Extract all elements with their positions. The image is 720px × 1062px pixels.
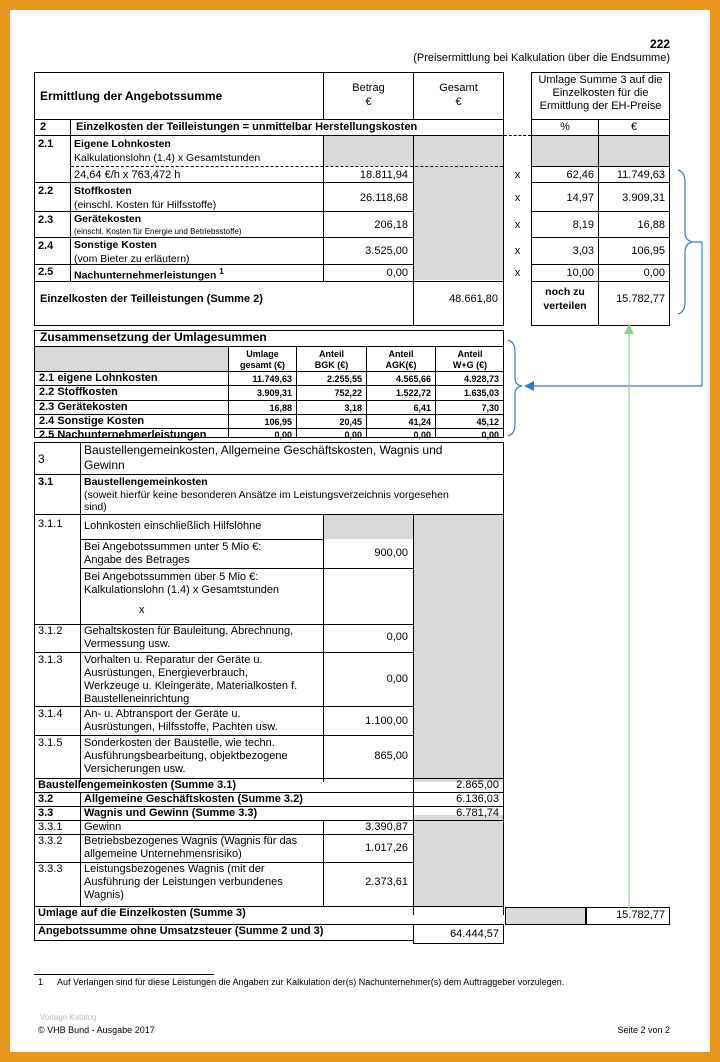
page-number: 222 [649,37,670,51]
table-title: Ermittlung der Angebotssumme [40,89,223,103]
left-brace [508,340,522,436]
sum3-label: Umlage auf die Einzelkosten (Summe 3) [38,907,246,919]
table-row: 2.5 Nachunternehmerleistungen [39,429,207,441]
blue-connector [532,242,702,386]
page-indicator: Seite 2 von 2 [617,1025,670,1035]
col-betrag: Betrag [352,82,385,94]
right-brace [678,170,692,314]
section-2-title: Einzelkosten der Teilleistungen = unmittelbar Herstellungskosten [76,121,418,133]
table-row: 2.4 Sonstige Kosten [39,415,145,427]
footnote-text: Auf Verlangen sind für diese Leistungen die Angaben zur Kalkulation der(s) Nachunternehmer(s) dem Auftraggeber vorzulegen. [57,977,565,987]
sum2-value: 48.661,80 [449,293,498,305]
copyright: © VHB Bund - Ausgabe 2017 [38,1025,155,1035]
total-value: 64.444,57 [450,928,499,940]
page-subtitle: (Preisermittlung bei Kalkulation über die Endsumme) [413,52,670,64]
umlage-table-title: Zusammensetzung der Umlagesummen [40,330,267,344]
green-arrow-head [624,324,634,334]
table-row: 2.2 Stoffkosten [39,386,118,398]
total-label: Angebotssumme ohne Umsatzsteuer (Summe 2 und 3) [38,925,324,937]
section-3-title: Baustellengemeinkosten, Allgemeine Geschäftskosten, Wagnis und [84,443,443,457]
footnote-number: 1 [38,977,44,987]
annotation-arrows [10,10,710,1052]
table-row: 2.1 eigene Lohnkosten [39,372,158,384]
watermark: Vorlage Katalog [40,1013,97,1022]
table-row: 2.3 Gerätekosten [39,401,128,413]
sum3-value: 15.782,77 [616,909,665,921]
col-gesamt: Gesamt [439,82,478,94]
document-page: 222 (Preisermittlung bei Kalkulation über die Endsumme) Ermittlung der Angebotssumme Betrag € Gesamt € Umlage Summe 3 auf die Einzelkosten für die Ermittlung der EH-Preise 2 Einzelkosten der Teilleistungen = unmittelbar Herstellungskosten % € 2.1 Eigene Lohnkosten Kalkulationslohn (1.4) x Gesamtstunden 24,64 €/h x 763,472 h 18.811,94 x 62,46 11.749,63 2.2 Stoffkosten (einschl. Kosten für Hilfsstoffe) 26.118,68 x 14,97 3.909,31 2.3 Gerätekosten (einschl. Kosten für Energie und Betriebsstoffe) 206,18 x 8,19 16,88 2.4 Sonstige Kosten (vom Bieter zu erläutern) 3.525,00 x 3,03 106,95 2.5 Nachunternehmerleistungen $^1$ 0,00 x 10,00 0,00 Einzelkosten der Teilleistungen (Summe 2) 48.661,80 noch zu verteilen 15.782,77 Zusammensetzung der Umlagesummen Umlage gesamt (€) Anteil BGK (€) Anteil AGK(€) Anteil W+G (€) 2.1 eigene Lohnkosten 11.749,63 2.255,55 4.565,66 4.928,73 2.2 Stoffkosten 3.909,31 752,22 1.522,72 1.635,03 2.3 Gerätekosten 16,88 3,18 6,41 7,30 2.4 Sonstige Kosten 106,95 20,45 41,24 45,12 2.5 Nachunternehmerleistungen 0,00 0,00 0,00 0,00 3 Baustellengemeinkosten, Allgemeine Geschäftskosten, Wagnis und Gewinn 3.1 Baustellengemeinkosten (soweit hierfür keine besonderen Ansätze im Leistungsverzeichnis vorgesehen sind) 3.1.1 Lohnkosten einschließlich Hilfslöhne Bei Angebotssummen unter 5 Mio €: Angabe des Betrages 900,00 Bei Angebotssummen über 5 Mio €: Kalkulationslohn (1.4) x Gesamtstunden x 3.1.2 Gehaltskosten für Bauleitung, Abrechnung, Vermessung usw. 0,00 3.1.3 Vorhalten u. Reparatur der Geräte u. Ausrüstungen, Energieverbrauch, Werkzeuge u. Kleingeräte, Materialkosten f. Baustelleneinrichtung 0,00 3.1.4 An- u. Abtransport der Geräte u. Ausrüstungen, Hilfsstoffe, Pachten usw. 1.100,00 3.1.5 Sonderkosten der Baustelle, wie techn. Ausführungsbearbeitung, objektbezogene Versicherungen usw. 865,00 Baustellengemeinkosten (Summe 3.1) 2.865,00 3.2 Allgemeine Geschäftskosten (Summe 3.2) 6.136,03 3.3 Wagnis und Gewinn (Summe 3.3) 6.781,74 3.3.1 Gewinn 3.390,87 3.3.2 Betriebsbezogenes Wagnis (Wagnis für das allgemeine Unternehmensrisiko) 1.017,26 3.3.3 Leistungsbezogenes Wagnis (mit der Ausführung der Leistungen verbundenes Wagnis) 2.373,61 Umlage auf die Einzelkosten (Summe 3) 15.782,77 Angebotssumme ohne Umsatzsteuer (Summe 2 und 3) 64.444,57 1 Auf Verlangen sind für diese Leistungen die Angaben zur Kalkulation der(s) Nachunternehmer(s) dem Auftraggeber vorzulegen. Vorlage Katalog © VHB Bund - Ausgabe 2017 Seite 2 von 2 [10,10,710,1052]
umlage-header: Umlage Summe 3 auf die Einzelkosten für die Ermittlung der EH-Preise [538,74,663,112]
blue-arrow-head [524,381,534,391]
sum2-label: Einzelkosten der Teilleistungen (Summe 2) [40,293,263,305]
sum31-label: Baustellengemeinkosten (Summe 3.1) [38,779,237,791]
